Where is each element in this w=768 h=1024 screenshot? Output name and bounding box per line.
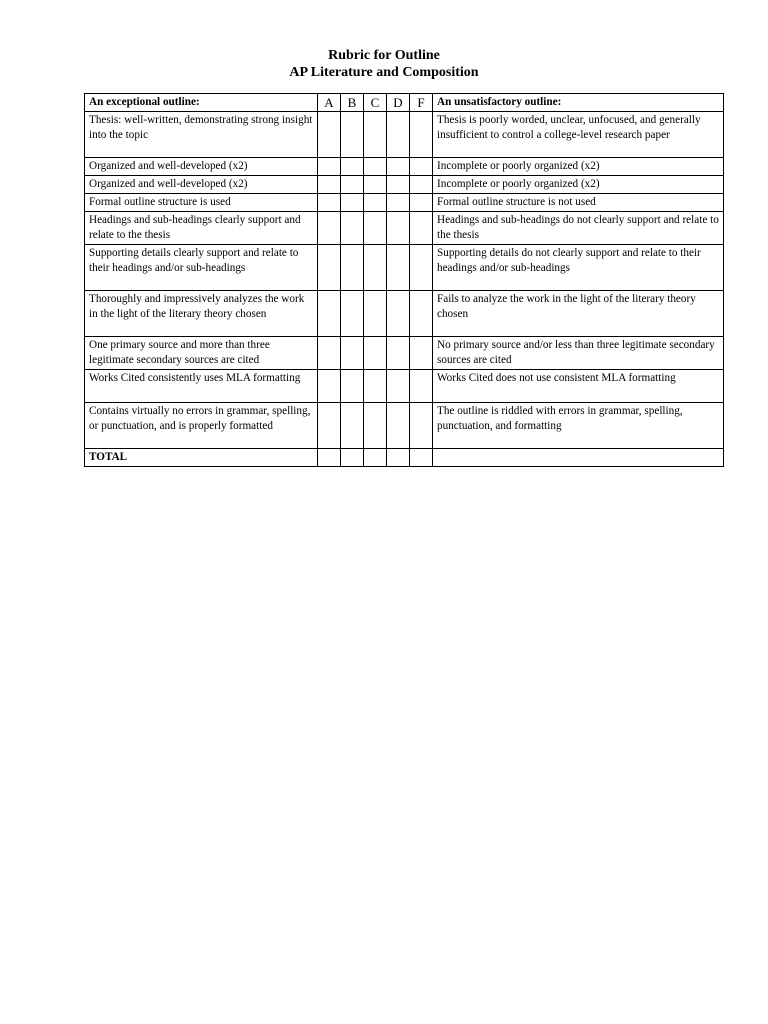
grade-cell-d[interactable] (387, 112, 410, 158)
document-title: Rubric for Outline (328, 48, 440, 63)
table-row (85, 291, 724, 337)
total-cell-f[interactable] (410, 449, 433, 467)
grade-cell-b[interactable] (341, 403, 364, 449)
grade-cell-d[interactable] (387, 337, 410, 370)
grade-cell-a[interactable] (318, 112, 341, 158)
grade-cell-a[interactable] (318, 194, 341, 212)
table-row (85, 403, 724, 449)
table-header-row (85, 94, 724, 112)
grade-cell-a[interactable] (318, 212, 341, 245)
grade-cell-d[interactable] (387, 291, 410, 337)
total-cell-c[interactable] (364, 449, 387, 467)
table-row (85, 212, 724, 245)
grade-cell-f[interactable] (410, 337, 433, 370)
grade-cell-b[interactable] (341, 212, 364, 245)
document-header (0, 47, 768, 81)
exceptional-criterion: Headings and sub-headings clearly support and relate to the thesis (85, 212, 318, 245)
table-row (85, 112, 724, 158)
total-cell-b[interactable] (341, 449, 364, 467)
grade-cell-b[interactable] (341, 176, 364, 194)
header-grade-c: C (364, 94, 387, 112)
total-cell-a[interactable] (318, 449, 341, 467)
exceptional-criterion: Thesis: well-written, demonstrating strong insight into the topic (85, 112, 318, 158)
grade-cell-a[interactable] (318, 291, 341, 337)
grade-cell-a[interactable] (318, 158, 341, 176)
unsatisfactory-criterion: Works Cited does not use consistent MLA formatting (433, 370, 724, 403)
header-grade-b: B (341, 94, 364, 112)
grade-cell-c[interactable] (364, 337, 387, 370)
table-row (85, 245, 724, 291)
exceptional-criterion: One primary source and more than three legitimate secondary sources are cited (85, 337, 318, 370)
unsatisfactory-criterion: Incomplete or poorly organized (x2) (433, 158, 724, 176)
grade-cell-f[interactable] (410, 112, 433, 158)
grade-cell-b[interactable] (341, 337, 364, 370)
grade-cell-f[interactable] (410, 403, 433, 449)
header-grade-f: F (410, 94, 433, 112)
header-grade-d: D (387, 94, 410, 112)
total-cell-d[interactable] (387, 449, 410, 467)
unsatisfactory-criterion: Incomplete or poorly organized (x2) (433, 176, 724, 194)
unsatisfactory-criterion: Supporting details do not clearly support and relate to their headings and/or sub-headings (433, 245, 724, 291)
exceptional-criterion: Works Cited consistently uses MLA formatting (85, 370, 318, 403)
unsatisfactory-criterion: Headings and sub-headings do not clearly support and relate to the thesis (433, 212, 724, 245)
grade-cell-c[interactable] (364, 291, 387, 337)
grade-cell-a[interactable] (318, 176, 341, 194)
grade-cell-f[interactable] (410, 158, 433, 176)
unsatisfactory-criterion: Thesis is poorly worded, unclear, unfocused, and generally insufficient to control a college-level research paper (433, 112, 724, 158)
grade-cell-b[interactable] (341, 370, 364, 403)
header-exceptional: An exceptional outline: (85, 94, 318, 112)
table-row (85, 194, 724, 212)
grade-cell-d[interactable] (387, 194, 410, 212)
grade-cell-d[interactable] (387, 158, 410, 176)
unsatisfactory-criterion: The outline is riddled with errors in grammar, spelling, punctuation, and formatting (433, 403, 724, 449)
header-grade-a: A (318, 94, 341, 112)
table-row (85, 370, 724, 403)
exceptional-criterion: Thoroughly and impressively analyzes the work in the light of the literary theory chosen (85, 291, 318, 337)
grade-cell-d[interactable] (387, 370, 410, 403)
grade-cell-b[interactable] (341, 194, 364, 212)
unsatisfactory-criterion: No primary source and/or less than three legitimate secondary sources are cited (433, 337, 724, 370)
grade-cell-c[interactable] (364, 112, 387, 158)
document-subtitle: AP Literature and Composition (289, 65, 479, 80)
grade-cell-b[interactable] (341, 112, 364, 158)
grade-cell-b[interactable] (341, 158, 364, 176)
grade-cell-d[interactable] (387, 176, 410, 194)
grade-cell-f[interactable] (410, 370, 433, 403)
grade-cell-f[interactable] (410, 176, 433, 194)
grade-cell-c[interactable] (364, 158, 387, 176)
grade-cell-f[interactable] (410, 291, 433, 337)
total-unsatisfactory-cell[interactable] (433, 449, 724, 467)
header-unsatisfactory: An unsatisfactory outline: (433, 94, 724, 112)
exceptional-criterion: Contains virtually no errors in grammar, spelling, or punctuation, and is properly formatted (85, 403, 318, 449)
grade-cell-b[interactable] (341, 245, 364, 291)
exceptional-criterion: Formal outline structure is used (85, 194, 318, 212)
rubric-table (84, 93, 724, 467)
grade-cell-c[interactable] (364, 194, 387, 212)
grade-cell-d[interactable] (387, 245, 410, 291)
grade-cell-c[interactable] (364, 370, 387, 403)
grade-cell-c[interactable] (364, 245, 387, 291)
grade-cell-a[interactable] (318, 337, 341, 370)
grade-cell-c[interactable] (364, 176, 387, 194)
grade-cell-f[interactable] (410, 245, 433, 291)
total-label: TOTAL (85, 449, 318, 467)
grade-cell-d[interactable] (387, 403, 410, 449)
table-row (85, 158, 724, 176)
grade-cell-c[interactable] (364, 403, 387, 449)
exceptional-criterion: Organized and well-developed (x2) (85, 158, 318, 176)
table-row (85, 176, 724, 194)
grade-cell-a[interactable] (318, 370, 341, 403)
grade-cell-f[interactable] (410, 212, 433, 245)
grade-cell-a[interactable] (318, 245, 341, 291)
exceptional-criterion: Organized and well-developed (x2) (85, 176, 318, 194)
total-row (85, 449, 724, 467)
table-row (85, 337, 724, 370)
exceptional-criterion: Supporting details clearly support and relate to their headings and/or sub-headings (85, 245, 318, 291)
grade-cell-b[interactable] (341, 291, 364, 337)
grade-cell-a[interactable] (318, 403, 341, 449)
grade-cell-f[interactable] (410, 194, 433, 212)
unsatisfactory-criterion: Fails to analyze the work in the light of the literary theory chosen (433, 291, 724, 337)
grade-cell-d[interactable] (387, 212, 410, 245)
unsatisfactory-criterion: Formal outline structure is not used (433, 194, 724, 212)
grade-cell-c[interactable] (364, 212, 387, 245)
